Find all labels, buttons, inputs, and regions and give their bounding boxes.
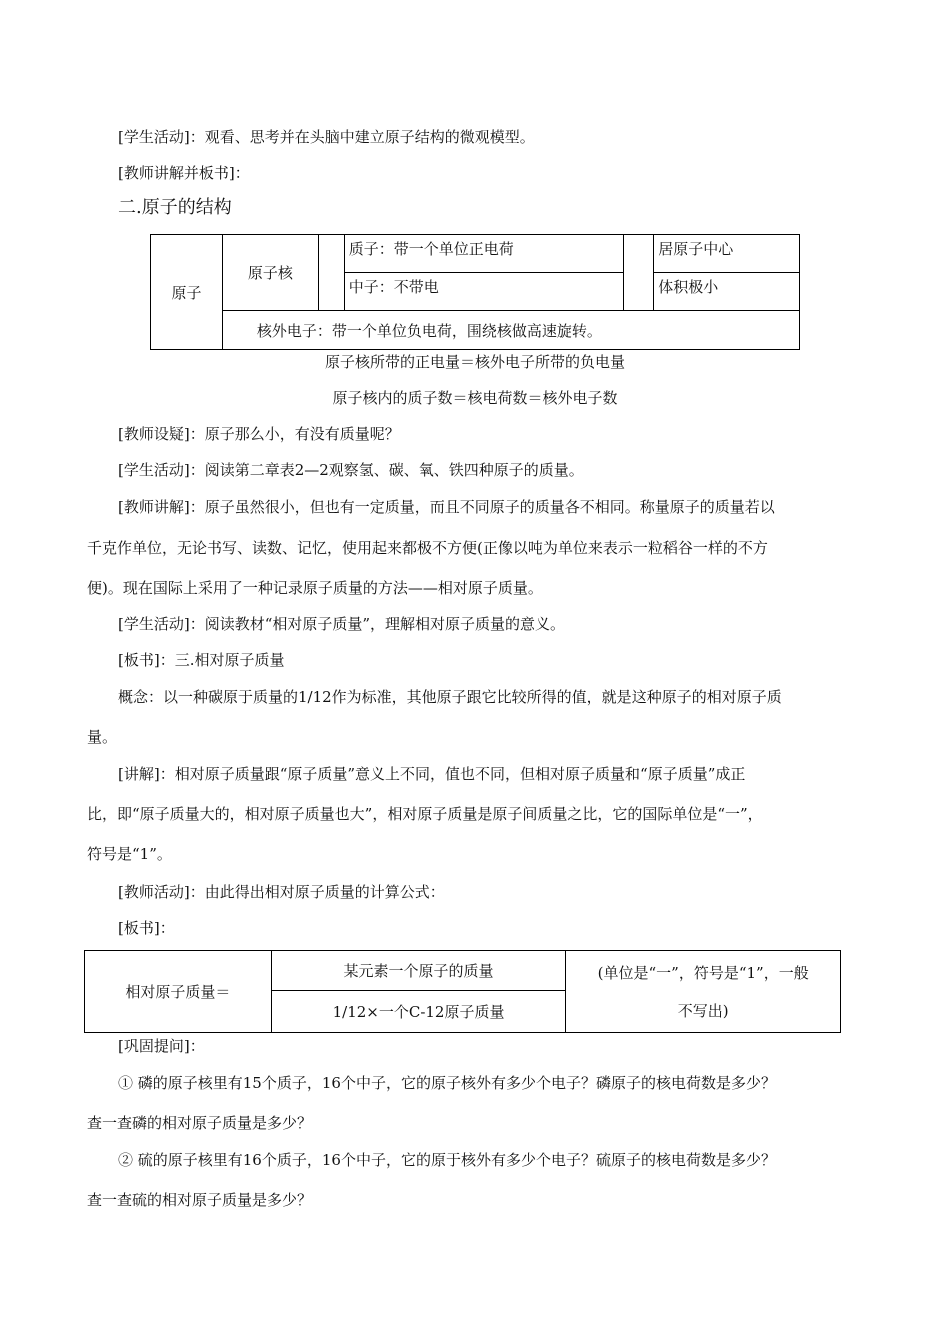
formula-table: [84, 950, 841, 1033]
teacher-explain-line-2: 千克作单位，无论书写、读数、记忆，使用起来都极不方便(正像以吨为单位来表示一粒稻谷一样的不方: [87, 539, 768, 557]
concept-line-2: 量。: [87, 728, 118, 746]
volume-cell: 体积极小: [654, 273, 800, 311]
atom-structure-table: [150, 234, 800, 350]
formula-lhs: 相对原子质量＝: [85, 951, 272, 1033]
question-1-line-2: 查一查磷的相对原子质量是多少？: [87, 1114, 313, 1132]
question-2-line-2: 查一查硫的相对原子质量是多少？: [87, 1191, 313, 1209]
count-equation: 原子核内的质子数＝核电荷数＝核外电子数: [332, 389, 618, 407]
charge-equation: 原子核所带的正电量＝核外电子所带的负电量: [324, 353, 625, 371]
teacher-question: [教师设疑]：原子那么小，有没有质量呢？: [118, 425, 400, 443]
brace-cell-right: [624, 235, 654, 311]
atom-cell: 原子: [151, 235, 223, 350]
electron-cell: 核外电子：带一个单位负电荷，围绕核做高速旋转。: [222, 311, 799, 350]
teacher-activity: [教师活动]：由此得出相对原子质量的计算公式：: [118, 883, 445, 901]
explain-line-1: [讲解]：相对原子质量跟“原子质量”意义上不同，值也不同，但相对原子质量和“原子质量”成正: [118, 765, 746, 783]
center-cell: 居原子中心: [654, 235, 800, 273]
explain-line-3: 符号是“1”。: [87, 845, 172, 863]
board-heading-relative-mass: [板书]：三.相对原子质量: [118, 651, 285, 669]
question-2-line-1: ② 硫的原子核里有16个质子，16个中子，它的原于核外有多少个电子？硫原子的核电荷数是多少？: [118, 1151, 776, 1169]
explain-line-2: 比，即“原子质量大的，相对原子质量也大”，相对原子质量是原子间质量之比，它的国际单位是“一”，: [87, 805, 763, 823]
review-label: [巩固提问]：: [118, 1037, 205, 1055]
formula-note-line-2: 不写出): [677, 1001, 729, 1020]
nucleus-cell: 原子核: [222, 235, 318, 311]
brace-cell: [318, 235, 344, 311]
student-activity-3: [学生活动]：阅读教材“相对原子质量”，理解相对原子质量的意义。: [118, 615, 566, 633]
board-label-2: [板书]：: [118, 919, 175, 937]
proton-cell: 质子：带一个单位正电荷: [344, 235, 624, 273]
teacher-board-label: [教师讲解并板书]：: [118, 164, 250, 182]
teacher-explain-line-3: 便)。现在国际上采用了一种记录原子质量的方法——相对原子质量。: [87, 579, 543, 597]
neutron-cell: 中子：不带电: [344, 273, 624, 311]
formula-note: [566, 951, 841, 1033]
formula-note-line-1: (单位是“一”，符号是“1”，一般: [597, 963, 809, 982]
student-activity-2: [学生活动]：阅读第二章表2—2观察氢、碳、氧、铁四种原子的质量。: [118, 461, 584, 479]
formula-denominator: 1/12×一个C-12原子质量: [271, 991, 566, 1033]
concept-line-1: 概念：以一种碳原于质量的1/12作为标准，其他原子跟它比较所得的值，就是这种原子的相对原子质: [118, 688, 782, 706]
section-heading-atom-structure: 二.原子的结构: [118, 197, 232, 218]
teacher-explain-line-1: [教师讲解]：原子虽然很小，但也有一定质量，而且不同原子的质量各不相同。称量原子的质量若以: [118, 498, 775, 516]
formula-numerator: 某元素一个原子的质量: [271, 951, 566, 991]
question-1-line-1: ① 磷的原子核里有15个质子，16个中子，它的原子核外有多少个电子？磷原子的核电荷数是多少？: [118, 1074, 776, 1092]
student-activity-1: [学生活动]：观看、思考并在头脑中建立原子结构的微观模型。: [118, 128, 535, 146]
